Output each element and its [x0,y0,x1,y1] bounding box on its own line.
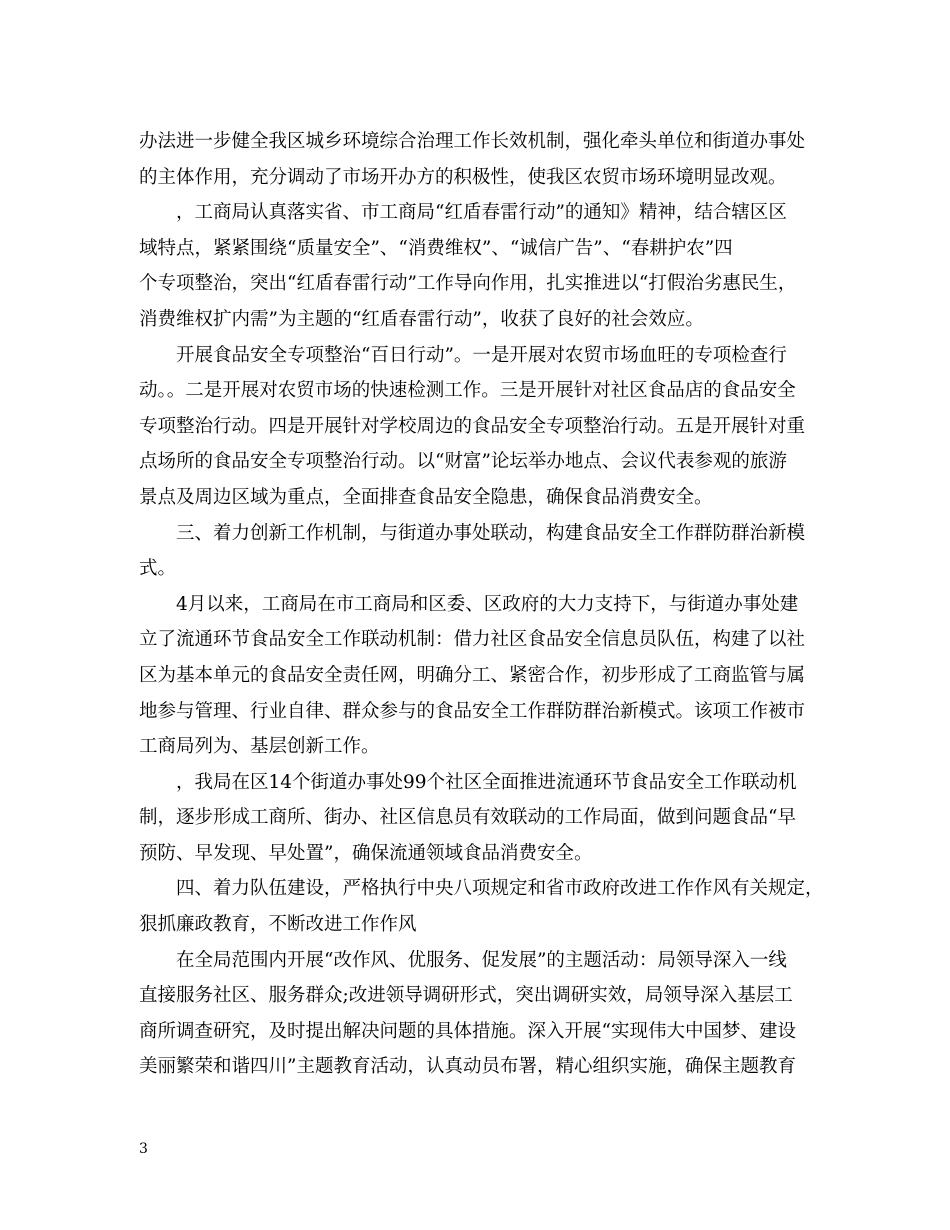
text-line: 专项整治行动。四是开展针对学校周边的食品安全专项整治行动。五是开展针对重 [139,415,806,437]
text-line: 狠抓廉政教育，不断改进工作作风 [139,914,417,936]
text-line: 域特点，紧紧围绕“质量安全”、“消费维权”、“诚信广告”、“春耕护农”四 [139,237,733,259]
text-line: 消费维权扩内需”为主题的“红盾春雷行动”，收获了良好的社会效应。 [139,308,704,330]
text-line: 4月以来，工商局在市工商局和区委、区政府的大力支持下，与街道办事处建 [139,593,799,615]
text-line: 工商局列为、基层创新工作。 [139,736,380,758]
text-line: 商所调查研究，及时提出解决问题的具体措施。深入开展“实现伟大中国梦、建设 [139,1020,796,1042]
text-line: 动。。二是开展对农贸市场的快速检测工作。三是开展针对社区食品店的食品安全 [139,380,796,402]
text-line: ，我局在区14个街道办事处99个社区全面推进流通环节食品安全工作联动机 [139,771,797,793]
text-line: 开展食品安全专项整治“百日行动”。一是开展对农贸市场血旺的专项检查行 [139,344,787,366]
text-line: 办法进一步健全我区城乡环境综合治理工作长效机制，强化牵头单位和街道办事处 [139,131,806,152]
text-line: 的主体作用，充分调动了市场开办方的积极性，使我区农贸市场环境明显改观。 [139,166,787,188]
text-line: 区为基本单元的食品安全责任网，明确分工、紧密合作，初步形成了工商监管与属 [139,664,806,686]
text-line: 在全局范围内开展“改作风、优服务、促发展”的主题活动：局领导深入一线 [139,949,787,971]
text-line: 四、着力队伍建设，严格执行中央八项规定和省市政府改进工作作风有关规定， [139,878,824,900]
body-text [139,124,829,1085]
text-line: 景点及周边区域为重点，全面排查食品安全隐患，确保食品消费安全。 [139,486,713,508]
text-line: ，工商局认真落实省、市工商局“红盾春雷行动”的通知》精神，结合辖区区 [139,202,787,224]
text-line: 个专项整治，突出“红盾春雷行动”工作导向作用，扎实推进以“打假治劣惠民生， [139,273,797,295]
text-line: 地参与管理、行业自律、群众参与的食品安全工作群防群治新模式。该项工作被市 [139,700,806,722]
text-line: 预防、早发现、早处置”，确保流通领域食品消费安全。 [139,842,593,864]
text-line: 美丽繁荣和谐四川”主题教育活动，认真动员布署，精心组织实施，确保主题教育 [139,1056,796,1078]
text-line: 三、着力创新工作机制，与街道办事处联动，构建食品安全工作群防群治新模 [139,522,806,544]
text-line: 式。 [139,558,177,580]
page-number: 3 [139,1141,148,1157]
text-line: 立了流通环节食品安全工作联动机制：借力社区食品安全信息员队伍，构建了以社 [139,629,806,651]
text-line: 点场所的食品安全专项整治行动。以“财富”论坛举办地点、会议代表参观的旅游 [139,451,787,473]
text-line: 直接服务社区、服务群众;改进领导调研形式，突出调研实效，局领导深入基层工 [139,985,793,1007]
text-line: 制，逐步形成工商所、街办、社区信息员有效联动的工作局面，做到问题食品“早 [139,807,796,829]
